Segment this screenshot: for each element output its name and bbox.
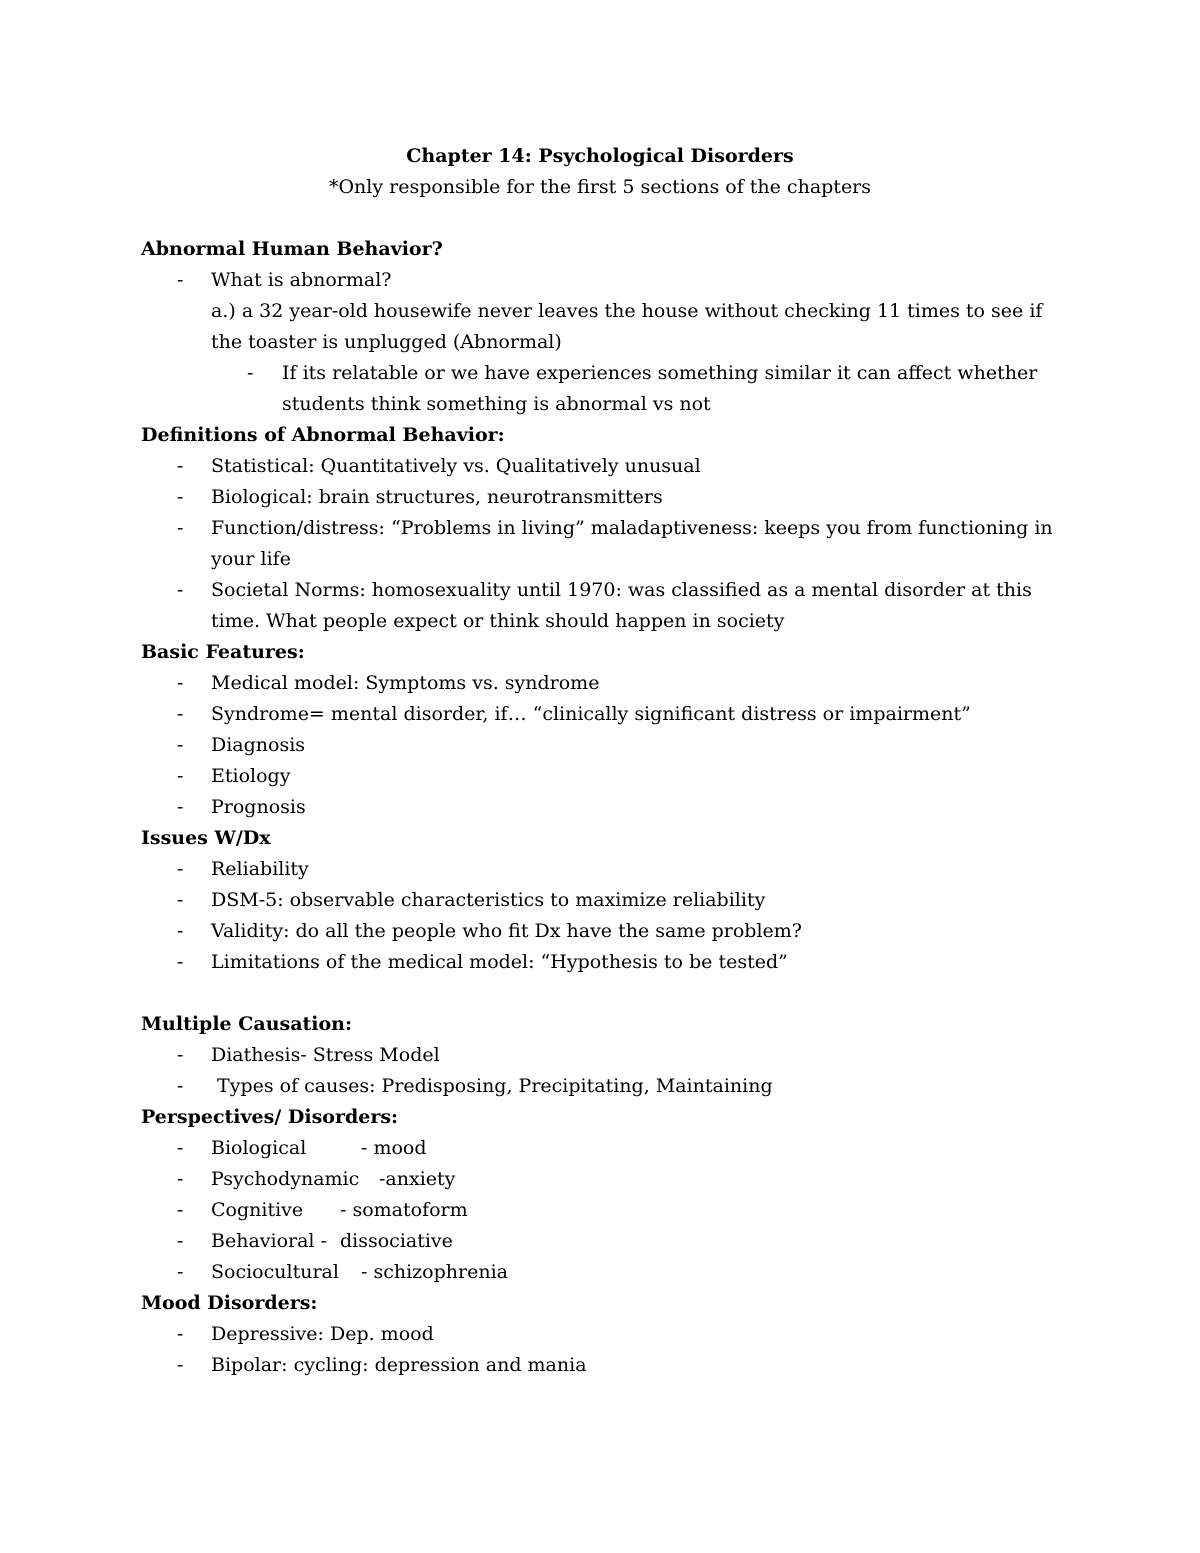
disorder-name: - schizophrenia <box>361 1261 508 1283</box>
list-item-text: Reliability <box>211 858 309 880</box>
page-subtitle: *Only responsible for the first 5 sections of the chapters <box>328 176 872 198</box>
section-heading: Definitions of Abnormal Behavior: <box>141 424 505 446</box>
bullet-dash: - <box>177 703 184 725</box>
bullet-dash: - <box>177 858 184 880</box>
list-item <box>141 1071 1061 1102</box>
list-item-text: Statistical: Quantitatively vs. Qualitatively unusual <box>211 455 701 477</box>
list-item <box>141 575 1061 637</box>
list-item <box>141 761 1061 792</box>
section-heading: Multiple Causation: <box>141 1013 353 1035</box>
list-item <box>141 947 1061 978</box>
perspective-name: Biological <box>211 1137 307 1159</box>
bullet-dash: - <box>177 1323 184 1345</box>
list-item <box>141 1257 1061 1288</box>
perspective-name: Cognitive <box>211 1199 304 1221</box>
section-heading: Mood Disorders: <box>141 1292 318 1314</box>
bullet-dash: - <box>247 362 254 384</box>
list-item-text: Etiology <box>211 765 291 787</box>
list-item <box>141 885 1061 916</box>
list-item-text: Function/distress: “Problems in living” maladaptiveness: keeps you from functioning in your life <box>211 517 1053 570</box>
perspective-name: Sociocultural <box>211 1261 339 1283</box>
list-item-text: Diagnosis <box>211 734 306 756</box>
bullet-dash: - <box>177 455 184 477</box>
list-item-text: Depressive: Dep. mood <box>211 1323 434 1345</box>
list-item-text: Biological: brain structures, neurotransmitters <box>211 486 663 508</box>
list-item-text: Limitations of the medical model: “Hypothesis to be tested” <box>211 951 788 973</box>
bullet-dash: - <box>177 672 184 694</box>
section-heading: Abnormal Human Behavior? <box>141 238 443 260</box>
disorder-name: -anxiety <box>379 1168 456 1190</box>
list-item <box>141 265 1061 296</box>
list-item <box>141 699 1061 730</box>
bullet-dash: - <box>177 734 184 756</box>
bullet-dash: - <box>177 1044 184 1066</box>
list-item-text: Bipolar: cycling: depression and mania <box>211 1354 587 1376</box>
bullet-dash: - <box>177 1354 184 1376</box>
list-item <box>141 1350 1061 1381</box>
example-text: a.) a 32 year-old housewife never leaves the house without checking 11 times to see if the toaster is unplugged (Abnormal) <box>211 300 1043 353</box>
list-item-text: DSM-5: observable characteristics to maximize reliability <box>211 889 766 911</box>
bullet-dash: - <box>177 920 184 942</box>
perspective-name: Behavioral - <box>211 1230 327 1252</box>
bullet-dash: - <box>177 1261 184 1283</box>
section-heading: Basic Features: <box>141 641 305 663</box>
list-item-text: Medical model: Symptoms vs. syndrome <box>211 672 600 694</box>
list-item-text: Validity: do all the people who fit Dx have the same problem? <box>211 920 802 942</box>
list-item-text: Societal Norms: homosexuality until 1970: was classified as a mental disorder at this time. What people expect or think should happen in society <box>211 579 1032 632</box>
bullet-dash: - <box>177 517 184 539</box>
list-item-text: What is abnormal? <box>211 269 392 291</box>
bullet-dash: - <box>177 1075 184 1097</box>
list-item <box>141 792 1061 823</box>
list-item <box>141 1226 1061 1257</box>
list-item <box>141 1040 1061 1071</box>
sub-list-item <box>141 358 1061 420</box>
list-item <box>141 1133 1061 1164</box>
section-heading: Perspectives/ Disorders: <box>141 1106 399 1128</box>
list-item-text: Syndrome= mental disorder, if… “clinically significant distress or impairment” <box>211 703 971 725</box>
list-item <box>141 1195 1061 1226</box>
bullet-dash: - <box>177 951 184 973</box>
sub-list-item-text: If its relatable or we have experiences something similar it can affect whether students think something is abnormal vs not <box>282 362 1038 415</box>
list-item <box>141 730 1061 761</box>
bullet-dash: - <box>177 765 184 787</box>
list-item-text: Diathesis- Stress Model <box>211 1044 440 1066</box>
list-item <box>141 1319 1061 1350</box>
list-item <box>141 916 1061 947</box>
blank-line <box>141 978 1061 1009</box>
title-block <box>0 141 1200 203</box>
disorder-name: dissociative <box>340 1230 453 1252</box>
list-item <box>141 1164 1061 1195</box>
bullet-dash: - <box>177 269 184 291</box>
bullet-dash: - <box>177 486 184 508</box>
bullet-dash: - <box>177 796 184 818</box>
list-item-text: Types of causes: Predisposing, Precipitating, Maintaining <box>211 1075 773 1097</box>
list-item <box>141 513 1061 575</box>
list-item <box>141 854 1061 885</box>
disorder-name: - somatoform <box>340 1199 468 1221</box>
list-item <box>141 668 1061 699</box>
bullet-dash: - <box>177 889 184 911</box>
bullet-dash: - <box>177 1230 184 1252</box>
disorder-name: - mood <box>361 1137 427 1159</box>
bullet-dash: - <box>177 1199 184 1221</box>
page-title: Chapter 14: Psychological Disorders <box>406 145 794 167</box>
section-heading: Issues W/Dx <box>141 827 271 849</box>
bullet-dash: - <box>177 579 184 601</box>
list-item-text: Prognosis <box>211 796 306 818</box>
bullet-dash: - <box>177 1137 184 1159</box>
notes-body <box>141 234 1061 1381</box>
bullet-dash: - <box>177 1168 184 1190</box>
list-item <box>141 482 1061 513</box>
list-item <box>141 451 1061 482</box>
perspective-name: Psychodynamic <box>211 1168 360 1190</box>
